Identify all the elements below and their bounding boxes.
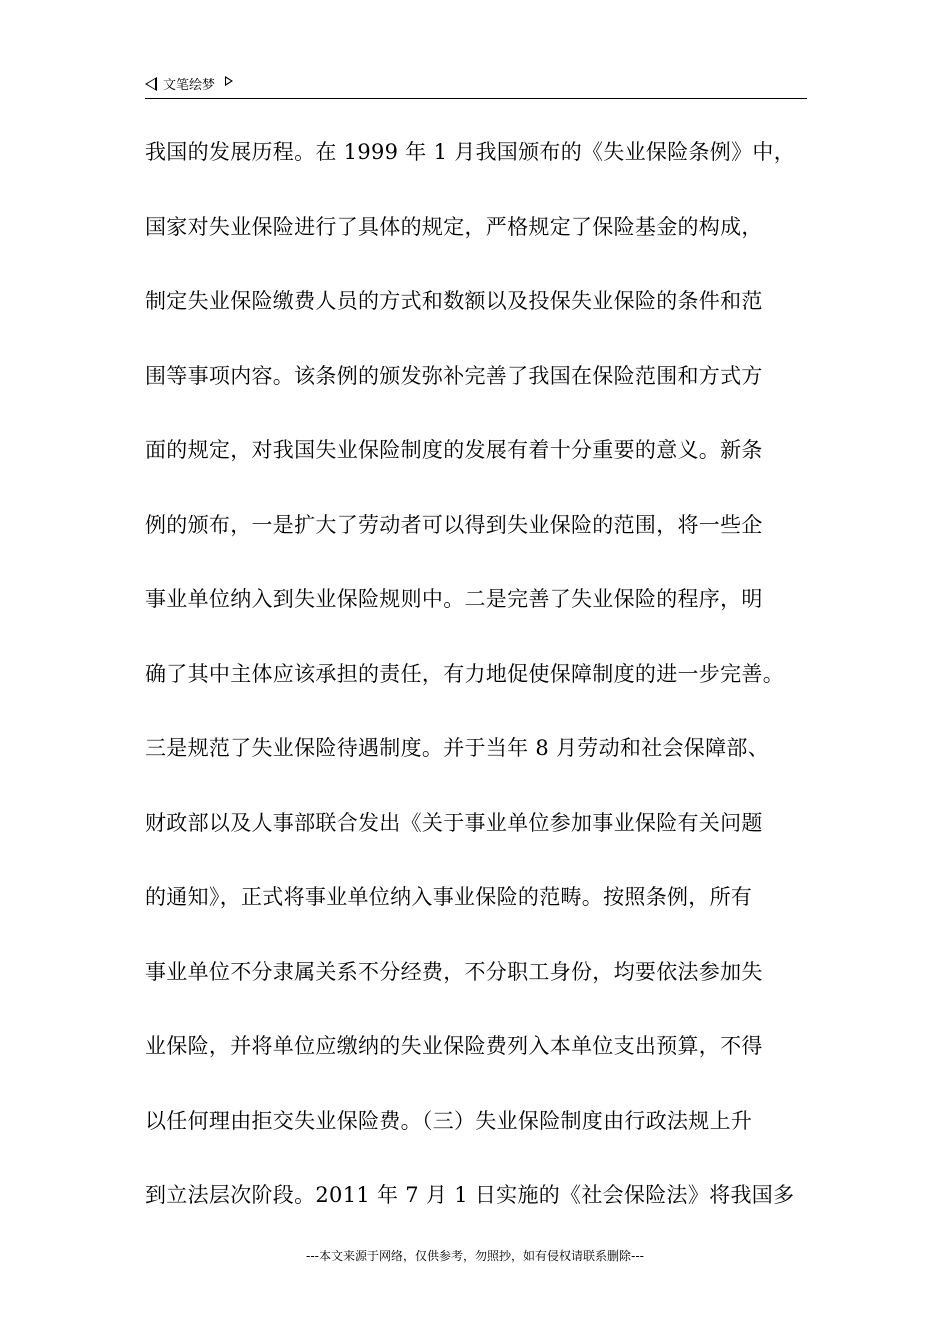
body-line: 事业单位纳入到失业保险规则中。二是完善了失业保险的程序，明: [145, 587, 763, 611]
left-triangle-icon: [145, 77, 157, 91]
body-line: 围等事项内容。该条例的颁发弥补完善了我国在保险范围和方式方: [145, 363, 763, 388]
document-body: [145, 132, 815, 1250]
body-line: 例的颁布，一是扩大了劳动者可以得到失业保险的范围，将一些企: [145, 512, 763, 537]
right-triangle-icon: [225, 76, 233, 86]
body-line: 制定失业保险缴费人员的方式和数额以及投保失业保险的条件和范: [145, 289, 763, 313]
header-brand: 文笔绘梦: [163, 78, 216, 93]
body-line: 面的规定，对我国失业保险制度的发展有着十分重要的意义。新条: [145, 438, 763, 462]
body-line: 三是规范了失业保险待遇制度。并于当年 8 月劳动和社会保障部、: [145, 736, 770, 760]
body-line: 的通知》，正式将事业单位纳入事业保险的范畴。按照条例，所有: [145, 885, 753, 909]
body-line: 以任何理由拒交失业保险费。（三）失业保险制度由行政法规上升: [145, 1108, 753, 1133]
body-line: 到立法层次阶段。2011 年 7 月 1 日实施的《社会保险法》将我国多: [145, 1183, 795, 1207]
footer-notice: ---本文来源于网络，仅供参考，勿照抄，如有侵权请联系删除---: [306, 1249, 644, 1263]
body-line: 财政部以及人事部联合发出《关于事业单位参加事业保险有关问题: [145, 810, 763, 835]
header-brand-group: [145, 74, 233, 93]
body-line: 国家对失业保险进行了具体的规定，严格规定了保险基金的构成，: [145, 214, 763, 239]
body-line: 事业单位不分隶属关系不分经费，不分职工身份，均要依法参加失: [145, 959, 763, 984]
body-line: 确了其中主体应该承担的责任，有力地促使保障制度的进一步完善。: [145, 661, 784, 686]
body-line: 业保险，并将单位应缴纳的失业保险费列入本单位支出预算，不得: [145, 1034, 763, 1058]
page-header: [145, 72, 807, 99]
body-line: 我国的发展历程。在 1999 年 1 月我国颁布的《失业保险条例》中，: [145, 140, 796, 164]
